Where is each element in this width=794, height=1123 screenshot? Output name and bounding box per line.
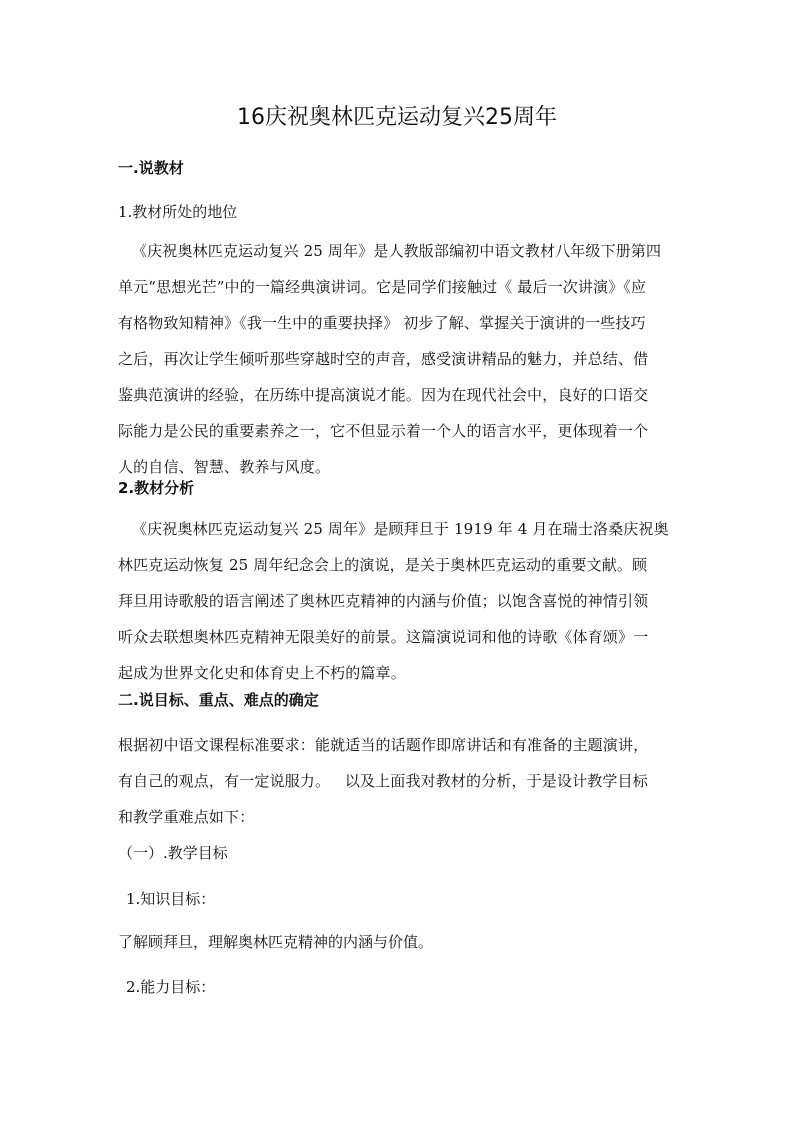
paragraph-line: 鉴典范演讲的经验，在历练中提高演说才能。因为在现代社会中，良好的口语交	[118, 386, 649, 404]
paragraph-line: 之后，再次让学生倾听那些穿越时空的声音，感受演讲精品的魅力，并总结、借	[118, 350, 649, 368]
paragraph-line: 有格物致知精神》《我一生中的重要抉择》 初步了解、掌握关于演讲的一些技巧	[118, 314, 646, 332]
section-heading-textbook: 一.说教材	[118, 159, 184, 177]
paragraph-textbook-analysis	[118, 511, 676, 691]
subheading-knowledge-objective: 1.知识目标：	[126, 890, 216, 908]
subheading-teaching-objectives: （一）.教学目标	[118, 844, 228, 862]
paragraph-curriculum-standard	[118, 727, 676, 835]
paragraph-textbook-position	[118, 233, 676, 485]
paragraph-line: 根据初中语文课程标准要求：能就适当的话题作即席讲话和有准备的主题演讲，	[118, 736, 649, 754]
paragraph-line: 《庆祝奥林匹克运动复兴 25 周年》是人教版部编初中语文教材八年级下册第四	[132, 242, 662, 260]
paragraph-line: 和教学重难点如下：	[118, 808, 255, 826]
paragraph-knowledge-objective: 了解顾拜旦，理解奥林匹克精神的内涵与价值。	[118, 933, 434, 951]
subheading-textbook-position: 1.教材所处的地位	[118, 203, 238, 221]
subheading-textbook-analysis: 2.教材分析	[118, 479, 195, 497]
paragraph-line: 听众去联想奥林匹克精神无限美好的前景。这篇演说词和他的诗歌《体育颂》一	[118, 628, 649, 646]
paragraph-line: 起成为世界文化史和体育史上不朽的篇章。	[118, 664, 406, 682]
subheading-ability-objective: 2.能力目标：	[126, 978, 216, 996]
paragraph-line: 《庆祝奥林匹克运动复兴 25 周年》是顾拜旦于 1919 年 4 月在瑞士洛桑庆祝奥	[132, 520, 669, 538]
paragraph-line: 单元“思想光芒”中的一篇经典演讲词。它是同学们接触过《 最后一次讲演》《应	[118, 278, 647, 296]
document-title: 16庆祝奥林匹克运动复兴25周年	[237, 105, 557, 130]
paragraph-line: 林匹克运动恢复 25 周年纪念会上的演说，是关于奥林匹克运动的重要文献。顾	[118, 556, 648, 574]
paragraph-line: 拜旦用诗歌般的语言阐述了奥林匹克精神的内涵与价值；以饱含喜悦的神情引领	[118, 592, 649, 610]
paragraph-line: 际能力是公民的重要素养之一，它不但显示着一个人的语言水平，更体现着一个	[118, 422, 649, 440]
paragraph-line: 有自己的观点，有一定说服力。 以及上面我对教材的分析，于是设计教学目标	[118, 772, 648, 790]
paragraph-line: 人的自信、智慧、教养与风度。	[118, 458, 331, 476]
section-heading-objectives: 二.说目标、重点、难点的确定	[118, 691, 319, 709]
